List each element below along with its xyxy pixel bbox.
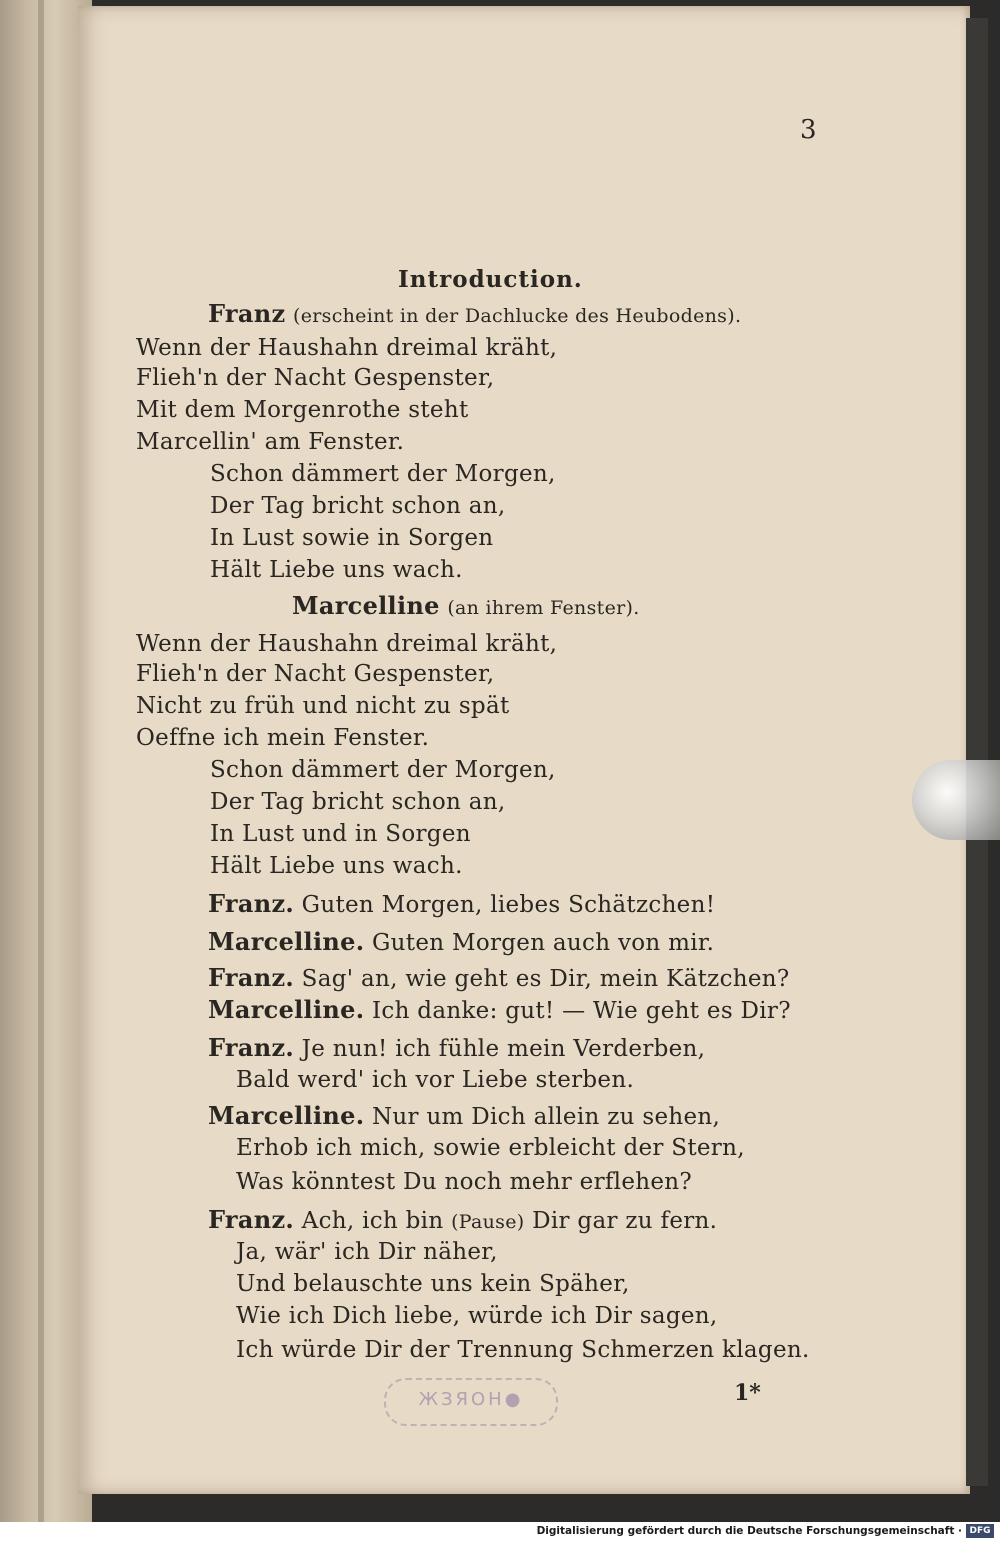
verse-text: Wenn der Haushahn dreimal kräht, <box>136 631 558 657</box>
speaker-name: Franz. <box>208 889 295 918</box>
verse-text: Ich danke: gut! — Wie geht es Dir? <box>372 998 791 1024</box>
text-line <box>136 334 557 362</box>
verse-text: Ach, ich bin <box>301 1208 444 1234</box>
stage-direction: (erscheint in der Dachlucke des Heubodens). <box>293 305 742 327</box>
verse-text: Und belauschte uns kein Späher, <box>236 1271 630 1297</box>
dfg-logo: DFG <box>966 1524 994 1538</box>
text-line <box>236 1134 745 1162</box>
verse-text: Ja, wär' ich Dir näher, <box>236 1239 498 1265</box>
verse-text: Schon dämmert der Morgen, <box>210 757 556 783</box>
verse-text: Flieh'n der Nacht Gespenster, <box>136 661 495 687</box>
speaker-name: Franz. <box>208 1205 295 1234</box>
text-line <box>210 556 463 584</box>
verse-text: Erhob ich mich, sowie erbleicht der Stern, <box>236 1135 745 1161</box>
speaker-name: Marcelline. <box>208 1101 365 1130</box>
text-line <box>136 630 557 658</box>
text-line <box>208 928 714 957</box>
speaker-name: Marcelline. <box>208 927 365 956</box>
verse-text: In Lust sowie in Sorgen <box>210 525 494 551</box>
verse-text: Dir gar zu fern. <box>532 1208 718 1234</box>
verse-text: Nur um Dich allein zu sehen, <box>372 1104 721 1130</box>
stage-direction: (an ihrem Fenster). <box>447 597 640 619</box>
verse-text: Sag' an, wie geht es Dir, mein Kätzchen? <box>301 966 790 992</box>
verse-text: Der Tag bricht schon an, <box>210 789 506 815</box>
text-line <box>208 996 791 1025</box>
verse-text: Ich würde Dir der Trennung Schmerzen klagen. <box>236 1337 810 1363</box>
verse-text: Was könntest Du noch mehr erflehen? <box>236 1169 693 1195</box>
library-stamp: ЖЗЯОН● <box>384 1378 558 1426</box>
verse-text: Bald werd' ich vor Liebe sterben. <box>236 1067 635 1093</box>
text-line <box>208 1102 720 1131</box>
text-line <box>210 852 463 880</box>
verse-text: Mit dem Morgenrothe steht <box>136 397 469 423</box>
text-line <box>236 1238 498 1266</box>
verse-text: Guten Morgen, liebes Schätzchen! <box>301 892 716 918</box>
page-number: 3 <box>800 115 817 145</box>
footer-bar <box>0 1522 1000 1541</box>
text-line <box>210 524 493 552</box>
text-line <box>136 692 510 720</box>
verse-text: Je nun! ich fühle mein Verderben, <box>301 1036 706 1062</box>
text-line <box>236 1302 718 1330</box>
text-line <box>210 492 506 520</box>
verse-text: Hält Liebe uns wach. <box>210 557 463 583</box>
text-line <box>208 1206 717 1236</box>
text-line <box>136 724 429 752</box>
text-line <box>208 1034 705 1063</box>
text-line <box>210 756 556 784</box>
speaker-name: Marcelline. <box>208 995 365 1024</box>
text-line <box>292 592 640 622</box>
text-line <box>210 788 506 816</box>
text-line <box>210 460 556 488</box>
verse-text: Wenn der Haushahn dreimal kräht, <box>136 335 558 361</box>
verse-text: Der Tag bricht schon an, <box>210 493 506 519</box>
text-line <box>136 396 469 424</box>
verse-text: Marcellin' am Fenster. <box>136 429 405 455</box>
verse-text: Wie ich Dich liebe, würde ich Dir sagen, <box>236 1303 718 1329</box>
speaker-name: Franz <box>208 299 286 328</box>
text-line <box>136 660 494 688</box>
text-line <box>208 964 790 993</box>
text-line <box>236 1336 810 1364</box>
verse-text: Hält Liebe uns wach. <box>210 853 463 879</box>
signature-mark: 1* <box>734 1380 761 1406</box>
speaker-name: Franz. <box>208 1033 295 1062</box>
text-line <box>136 428 404 456</box>
verse-text: Nicht zu früh und nicht zu spät <box>136 693 510 719</box>
text-line <box>136 364 494 392</box>
text-line <box>208 300 741 330</box>
verse-text: Schon dämmert der Morgen, <box>210 461 556 487</box>
text-line <box>210 820 471 848</box>
text-line <box>236 1066 634 1094</box>
section-heading: Introduction. <box>398 266 583 293</box>
verse-text: In Lust und in Sorgen <box>210 821 471 847</box>
stage-direction: (Pause) <box>451 1211 525 1233</box>
verse-text: Guten Morgen auch von mir. <box>372 930 715 956</box>
speaker-name: Franz. <box>208 963 295 992</box>
verse-text: Flieh'n der Nacht Gespenster, <box>136 365 495 391</box>
verse-text: Oeffne ich mein Fenster. <box>136 725 430 751</box>
footer-credit: Digitalisierung gefördert durch die Deutsche Forschungsgemeinschaft · <box>536 1525 962 1537</box>
text-line <box>236 1168 692 1196</box>
text-line <box>236 1270 630 1298</box>
text-line <box>208 890 715 919</box>
speaker-name: Marcelline <box>292 591 440 620</box>
